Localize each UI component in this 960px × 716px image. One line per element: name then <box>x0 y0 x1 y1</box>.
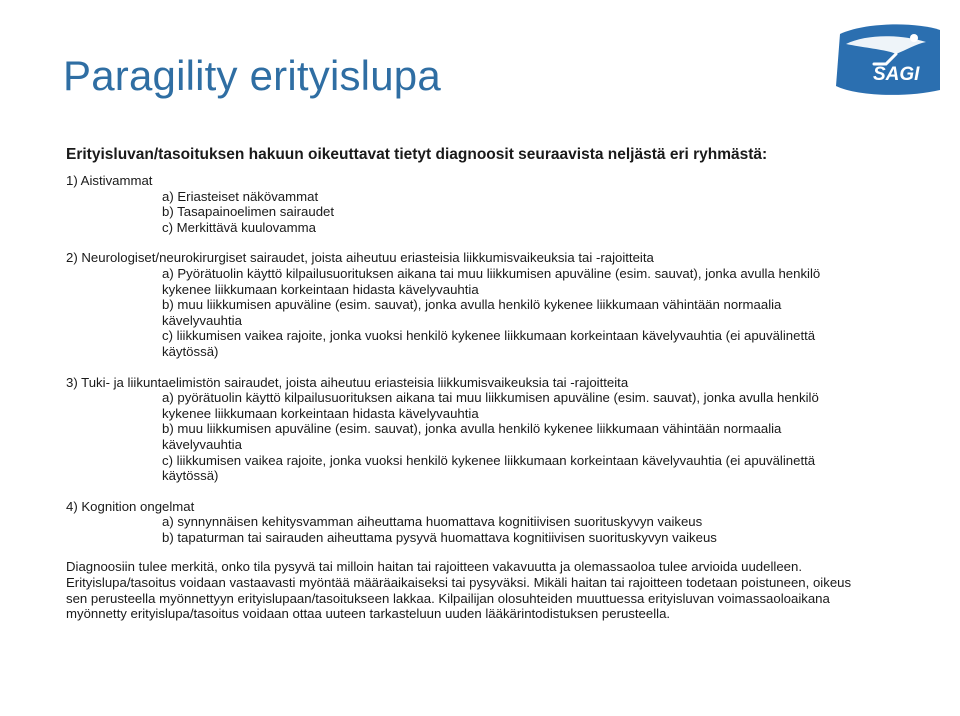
list-item: a) pyörätuolin käyttö kilpailusuorituksen aikana tai muu liikkumisen apuväline (esim. sauvat), jonka avulla henkilö kykenee liikkumaan korkeintaan hidasta kävelyvauhtia <box>162 390 819 421</box>
list-item: a) Pyörätuolin käyttö kilpailusuorituksen aikana tai muu liikkumisen apuväline (esim. sauvat), jonka avulla henkilö kykenee liikkumaan korkeintaan hidasta kävelyvauhtia <box>162 265 821 297</box>
group-heading: 2) Neurologiset/neurokirurgiset sairaudet, joista aiheutuu eriasteisia liikkumisvaikeuksia tai -rajoitteita <box>66 250 654 266</box>
list-item: b) muu liikkumisen apuväline (esim. sauvat), jonka avulla henkilö kykenee liikkumaan vähintään normaalia kävelyvauhtia <box>162 297 782 328</box>
group-heading: 4) Kognition ongelmat <box>66 498 195 514</box>
group-heading: 1) Aistivammat <box>66 173 153 188</box>
list-item: a) synnynnäisen kehitysvamman aiheuttama huomattava kognitiivisen suorituskyvyn vaikeus <box>162 514 703 530</box>
closing-paragraph: Diagnoosiin tulee merkitä, onko tila pysyvä tai milloin haitan tai rajoitteen vakavuutta ja olemassaoloa tulee arvioida uudelleen. Erityislupa/tasoitus voidaan vastaavasti myöntää määräaikaiseksi tai pysyväksi. Mikäli haitan tai rajoitteen todetaan poistuneen, oikeus sen perusteella myönnettyyn erityislupaan/tasoitukseen lakkaa. Kilpailijan olosuhteiden muuttuessa erityisluvan voimassaoloaikana myönnetty erityislupa/tasoitus voidaan ottaa uuteen tarkasteluun uuden lääkärintodistuksen perusteella. <box>66 559 852 622</box>
list-item: b) Tasapainoelimen sairaudet <box>162 204 335 220</box>
group-2 <box>66 250 856 359</box>
sagi-logo <box>826 20 946 100</box>
list-item: c) liikkumisen vaikea rajoite, jonka vuoksi henkilö kykenee liikkumaan korkeintaan kävelyvauhtia (ei apuvälinettä käytössä) <box>162 328 816 359</box>
page-title: Paragility erityislupa <box>63 52 441 99</box>
subheading: Erityisluvan/tasoituksen hakuun oikeuttavat tietyt diagnoosit seuraavista neljästä eri ryhmästä: <box>66 146 768 163</box>
list-item: a) Eriasteiset näkövammat <box>162 188 319 204</box>
list-item: b) tapaturman tai sairauden aiheuttama pysyvä huomattava kognitiivisen suorituskyvyn vaikeus <box>162 529 717 545</box>
list-item: c) Merkittävä kuulovamma <box>162 219 316 235</box>
group-1 <box>66 173 856 235</box>
group-3 <box>66 375 856 484</box>
group-4 <box>66 499 856 546</box>
list-item: b) muu liikkumisen apuväline (esim. sauvat), jonka avulla henkilö kykenee liikkumaan vähintään normaalia kävelyvauhtia <box>162 421 782 452</box>
group-heading: 3) Tuki- ja liikuntaelimistön sairaudet, joista aiheutuu eriasteisia liikkumisvaikeuksia tai -rajoitteita <box>66 374 629 390</box>
list-item: c) liikkumisen vaikea rajoite, jonka vuoksi henkilö kykenee liikkumaan korkeintaan kävelyvauhtia (ei apuvälinettä käytössä) <box>162 452 816 484</box>
content <box>66 173 856 622</box>
logo-text: SAGI <box>873 64 920 85</box>
